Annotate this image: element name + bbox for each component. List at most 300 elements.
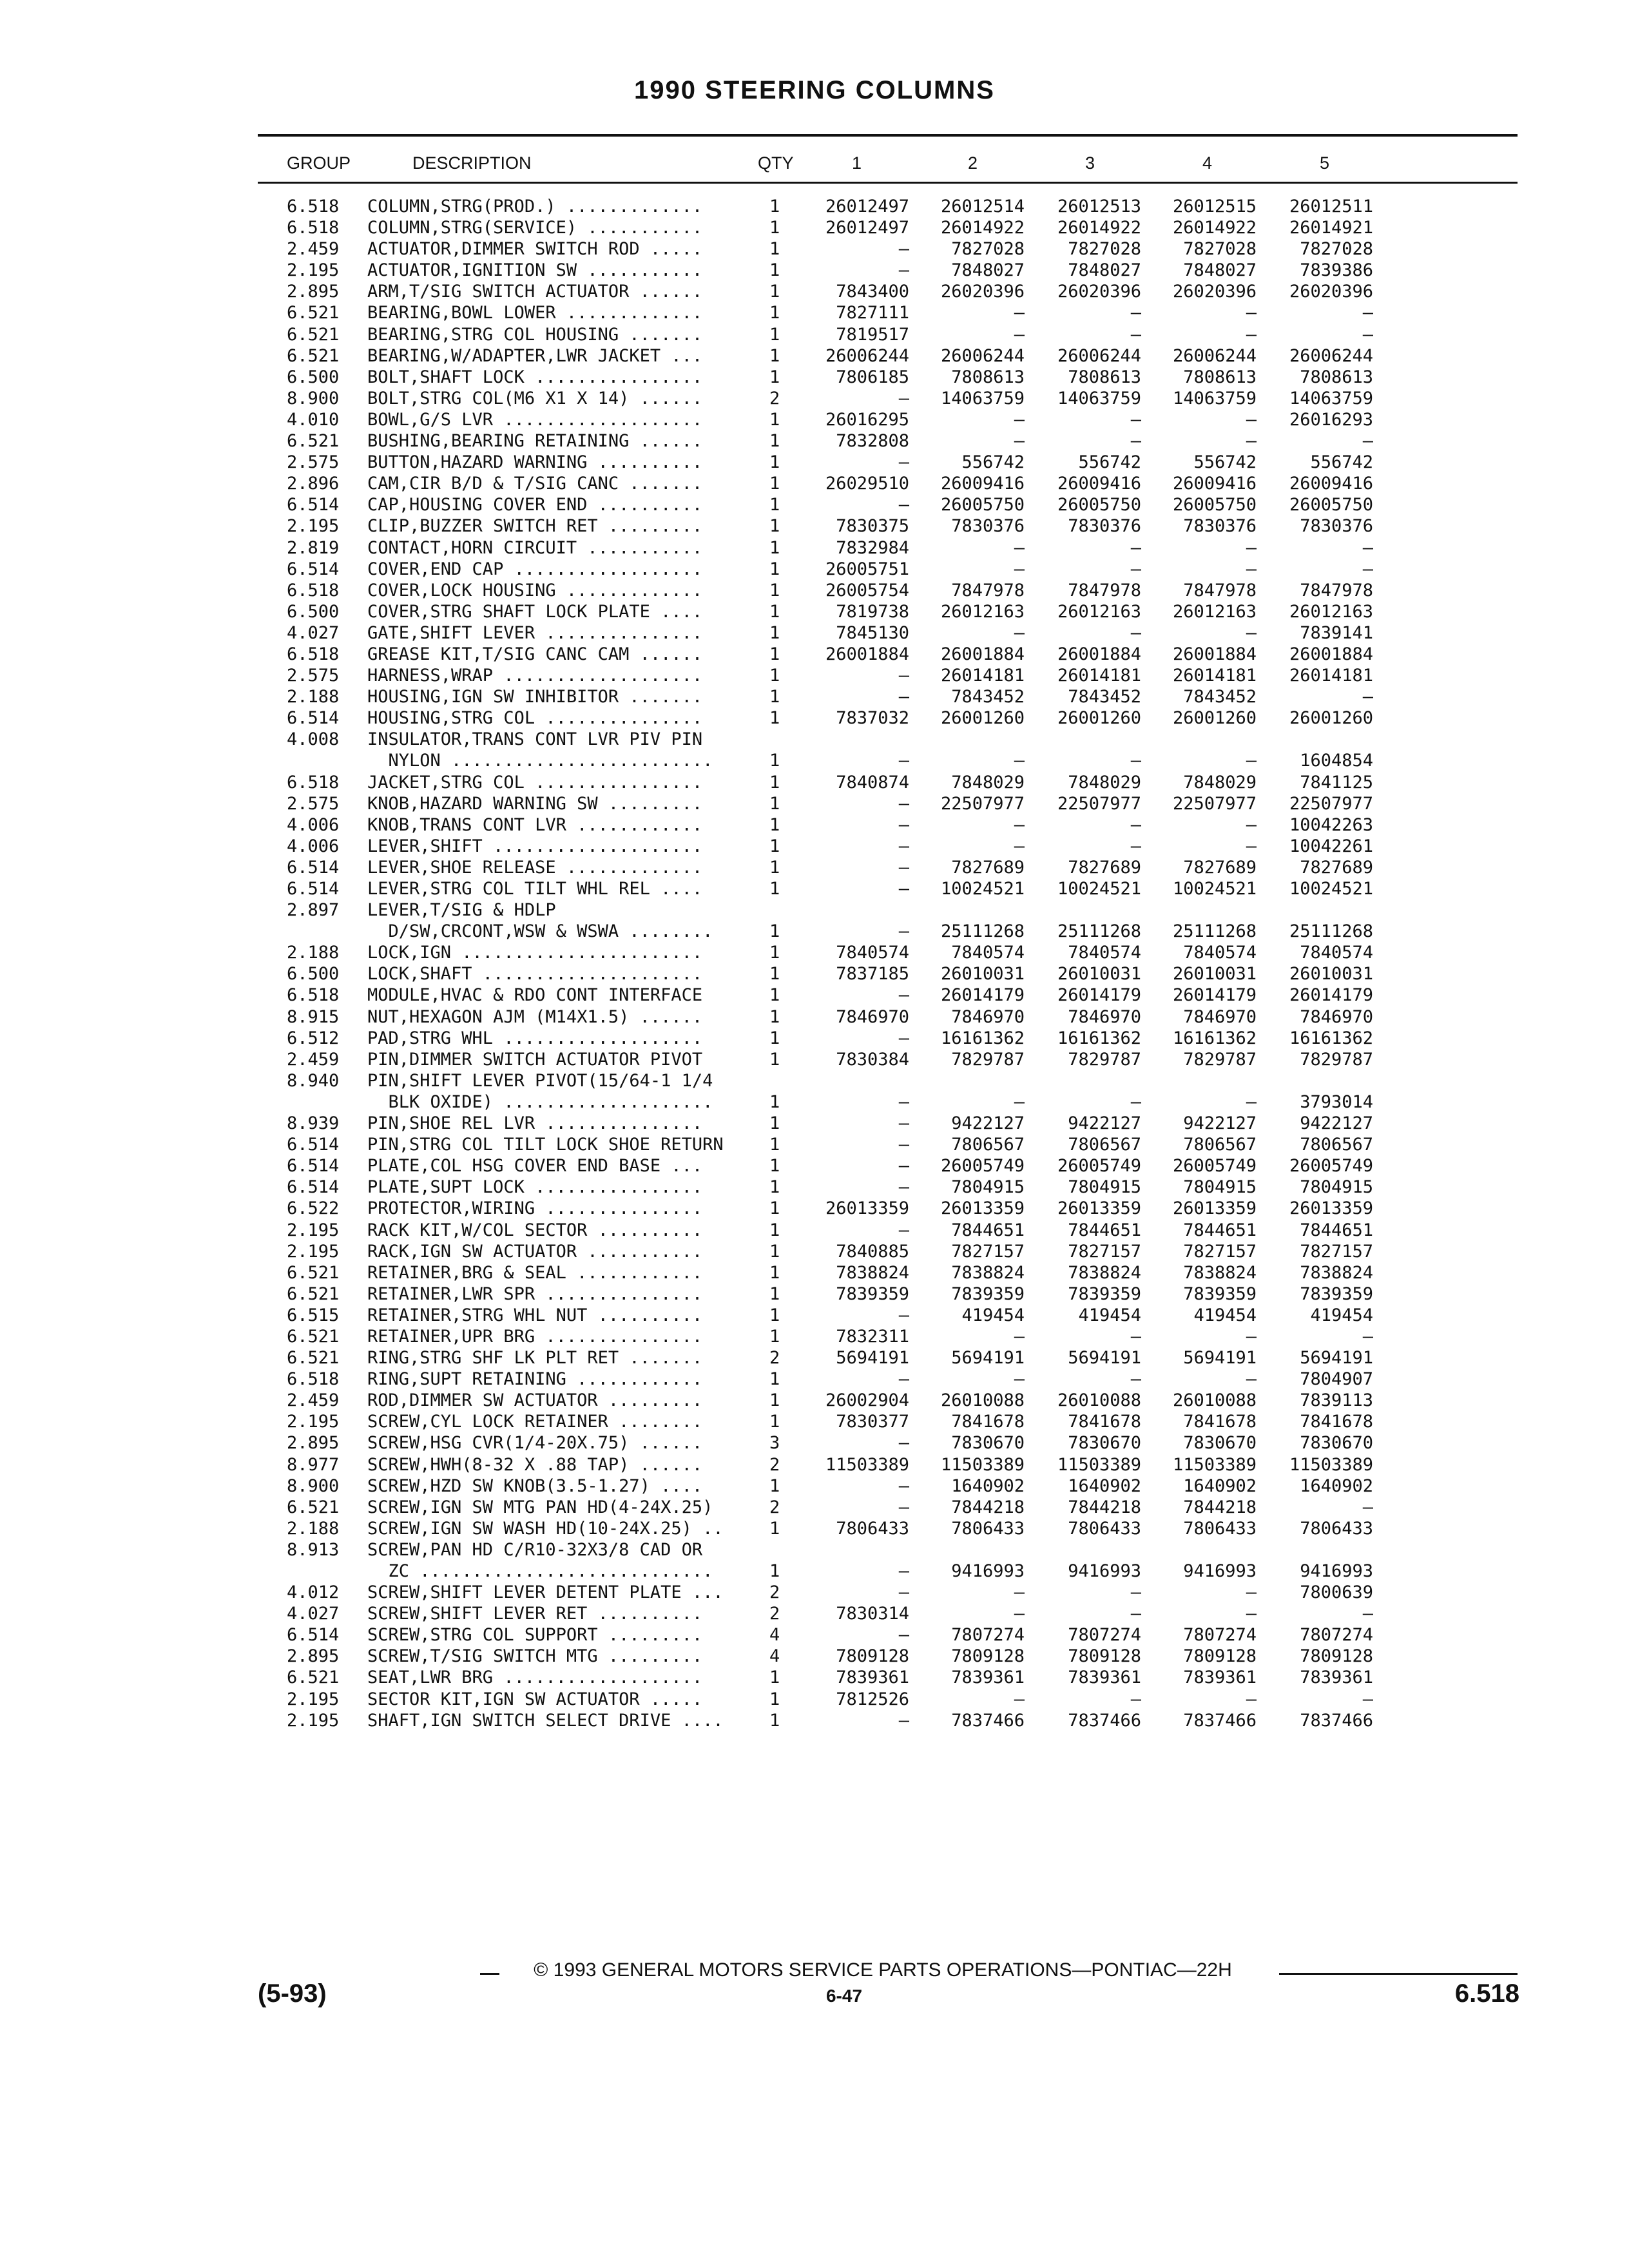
col-1-cell: — [898,1561,909,1581]
col-4-cell: — [1246,836,1257,856]
description-cell: NYLON ......................... [367,751,713,771]
col-3-cell: 26014922 [1057,218,1141,238]
description-cell: KNOB,TRANS CONT LVR ............ [367,814,703,835]
col-4-cell: 7827028 [1183,239,1257,260]
group-cell: 8.977 [287,1454,340,1475]
col-3-cell: 7848029 [1068,772,1141,793]
col-4-cell: 16161362 [1172,1028,1257,1048]
description-cell: PLATE,COL HSG COVER END BASE ... [367,1156,703,1177]
table-row [0,345,1629,367]
group-cell: 2.188 [287,687,340,707]
table-row [0,857,1629,878]
qty-cell: 1 [769,260,780,281]
description-cell: RING,STRG SHF LK PLT RET ....... [367,1348,703,1369]
col-4-cell: 7827689 [1183,857,1257,878]
table-row [0,388,1629,409]
description-cell: KNOB,HAZARD WARNING SW ......... [367,793,703,814]
col-1-cell: — [898,879,909,899]
group-cell: 2.819 [287,537,340,558]
col-3-cell: 7808613 [1068,367,1141,387]
description-cell: SCREW,STRG COL SUPPORT ......... [367,1625,703,1646]
col-3-cell: 26005750 [1057,495,1141,515]
group-cell: 2.897 [287,900,340,921]
table-row [0,1155,1629,1177]
qty-cell: 1 [769,239,780,260]
col-1-cell: 26005754 [825,580,909,601]
col-4-cell: — [1246,1326,1257,1347]
col-5-cell: — [1362,687,1373,707]
footer-copyright: © 1993 GENERAL MOTORS SERVICE PARTS OPERATIONS—PONTIAC—22H [534,1959,1232,1981]
col-1-cell: 26013359 [825,1198,909,1219]
col-2-cell: 26010031 [940,964,1025,985]
col-5-cell: 7827028 [1300,239,1373,260]
col-5-cell: 7800639 [1300,1582,1373,1603]
group-cell: 6.514 [287,879,340,899]
col-5-cell: 7847978 [1300,580,1373,601]
col-2-cell: — [1014,559,1025,579]
table-row [0,707,1629,729]
table-row [0,281,1629,302]
col-1-cell: 7832984 [836,537,909,558]
description-cell: ZC ............................ [367,1561,713,1581]
table-row [0,1582,1629,1603]
col-5-cell: — [1362,537,1373,558]
col-4-cell: 556742 [1193,452,1257,473]
header-bottom-rule [258,182,1518,184]
qty-cell: 1 [769,1369,780,1390]
table-row [0,1689,1629,1710]
col-5-cell: 7808613 [1300,367,1373,387]
col-4-cell: 9416993 [1183,1561,1257,1581]
qty-cell: 1 [769,1113,780,1134]
col-4-cell: 7829787 [1183,1049,1257,1070]
col-4-cell: 26012163 [1172,601,1257,622]
col-1-cell: 5694191 [836,1348,909,1369]
group-cell: 4.027 [287,622,340,643]
col-4-cell: 10024521 [1172,879,1257,899]
description-cell: ACTUATOR,IGNITION SW ........... [367,260,703,281]
col-2-cell: 7844651 [951,1220,1025,1240]
col-5-cell: 26020396 [1289,282,1373,302]
col-5-cell: 7804915 [1300,1177,1373,1198]
table-row [0,302,1629,323]
table-row [0,1369,1629,1390]
qty-cell: 1 [769,1262,780,1283]
col-1-cell: — [898,260,909,281]
qty-cell: 1 [769,1091,780,1112]
group-cell: 6.521 [287,431,340,452]
col-2-cell: 7848027 [951,260,1025,281]
table-row [0,452,1629,473]
col-1-cell: 26012497 [825,197,909,216]
description-cell: JACKET,STRG COL ................ [367,772,703,793]
qty-cell: 1 [769,814,780,835]
qty-cell: 1 [769,1475,780,1496]
qty-cell: 1 [769,303,780,323]
col-5-cell: 10042263 [1289,814,1373,835]
col-4-cell: 26010088 [1172,1390,1257,1411]
col-2-cell: 556742 [961,452,1025,473]
qty-cell: 1 [769,409,780,430]
col-2-cell: 7809128 [951,1646,1025,1667]
description-cell: BOLT,STRG COL(M6 X1 X 14) ...... [367,388,703,408]
col-3-cell: 7843452 [1068,687,1141,707]
table-row [0,1603,1629,1624]
description-cell: MODULE,HVAC & RDO CONT INTERFACE [367,985,703,1006]
group-cell: 6.521 [287,1497,340,1517]
table-row [0,772,1629,793]
col-5-cell: — [1362,324,1373,345]
table-row [0,1198,1629,1219]
col-1-cell: 7837032 [836,708,909,729]
group-cell: 6.518 [287,772,340,793]
col-2-cell: 26001260 [940,708,1025,729]
table-row [0,1646,1629,1667]
col-3-cell: — [1130,1582,1141,1603]
description-cell: HOUSING,IGN SW INHIBITOR ....... [367,687,703,707]
qty-cell: 1 [769,1241,780,1262]
description-cell: SCREW,HZD SW KNOB(3.5-1.27) .... [367,1475,703,1496]
col-2-cell: 9416993 [951,1561,1025,1581]
col-3-cell: 26014179 [1057,985,1141,1006]
col-1-cell: — [898,857,909,878]
description-cell: SCREW,PAN HD C/R10-32X3/8 CAD OR [367,1539,703,1560]
col-1-cell: — [898,452,909,473]
qty-cell: 1 [769,836,780,856]
col-3-cell: 7846970 [1068,1006,1141,1027]
col-5-cell: 26005750 [1289,495,1373,515]
group-cell: 6.514 [287,857,340,878]
revision-date: (5-93) [258,1979,327,2008]
group-cell: 6.514 [287,1625,340,1646]
col-4-cell: 26014179 [1172,985,1257,1006]
col-1-cell: — [898,239,909,260]
col-3-cell: 7829787 [1068,1049,1141,1070]
description-cell: COVER,END CAP .................. [367,559,703,579]
group-cell: 4.006 [287,814,340,835]
col-5-cell: — [1362,559,1373,579]
table-row [0,644,1629,665]
description-cell: BOLT,SHAFT LOCK ................ [367,367,703,387]
qty-cell: 2 [769,1348,780,1369]
col-3-cell: 7839361 [1068,1667,1141,1688]
description-cell: INSULATOR,TRANS CONT LVR PIV PIN [367,729,703,750]
col-5-cell: 7838824 [1300,1262,1373,1283]
group-cell: 6.518 [287,644,340,664]
header-top-rule [258,134,1518,137]
col-5-cell: 1640902 [1300,1475,1373,1496]
col-3-cell: 5694191 [1068,1348,1141,1369]
qty-cell: 1 [769,666,780,686]
col-4-cell: 7806433 [1183,1518,1257,1539]
col-4-cell: 26014922 [1172,218,1257,238]
description-cell: PIN,SHIFT LEVER PIVOT(15/64-1 1/4 [367,1070,713,1091]
description-cell: ARM,T/SIG SWITCH ACTUATOR ...... [367,282,703,302]
col-2-cell: — [1014,431,1025,452]
group-cell: 8.940 [287,1070,340,1091]
col-2-cell: 7827157 [951,1241,1025,1262]
col-4-cell: 26009416 [1172,474,1257,494]
qty-cell: 2 [769,388,780,408]
group-cell: 6.518 [287,985,340,1006]
col-4-cell: 26005749 [1172,1156,1257,1177]
col-4-cell: 26020396 [1172,282,1257,302]
table-row [0,1241,1629,1262]
col-4-cell: — [1246,303,1257,323]
col-5-cell: 5694191 [1300,1348,1373,1369]
description-cell: COLUMN,STRG(SERVICE) ........... [367,218,703,238]
table-row [0,1390,1629,1411]
col-1-cell: — [898,1710,909,1731]
qty-cell: 3 [769,1433,780,1454]
col-5-cell: 26001260 [1289,708,1373,729]
col-5-cell: 7809128 [1300,1646,1373,1667]
col-3-cell: 7840574 [1068,943,1141,963]
col-2-cell: 7806433 [951,1518,1025,1539]
description-cell: LEVER,SHIFT .................... [367,836,703,856]
col-5-cell: 9422127 [1300,1113,1373,1134]
table-row [0,494,1629,515]
group-cell: 4.012 [287,1582,340,1603]
col-5-cell: 7830376 [1300,516,1373,537]
col-2-cell: — [1014,1689,1025,1709]
col-3-cell: 419454 [1078,1305,1141,1325]
col-5-cell: 26013359 [1289,1198,1373,1219]
col-5-cell: 26016293 [1289,409,1373,430]
col-4-cell: — [1246,1604,1257,1624]
table-row [0,473,1629,494]
col-2-cell: 26012163 [940,601,1025,622]
col-4-cell: 7848029 [1183,772,1257,793]
col-3-cell: 7847978 [1068,580,1141,601]
col-5-cell: 10042261 [1289,836,1373,856]
table-row [0,409,1629,430]
table-row [0,324,1629,345]
col-2-cell: 26005749 [940,1156,1025,1177]
description-cell: PROTECTOR,WIRING ............... [367,1198,703,1219]
description-cell: CLIP,BUZZER SWITCH RET ......... [367,516,703,537]
col-4-cell: 7843452 [1183,687,1257,707]
qty-cell: 1 [769,1220,780,1240]
description-cell: NUT,HEXAGON AJM (M14X1.5) ...... [367,1006,703,1027]
description-cell: GREASE KIT,T/SIG CANC CAM ...... [367,644,703,664]
col-2-cell: 7807274 [951,1625,1025,1646]
col-3-cell: 26014181 [1057,666,1141,686]
col-2-cell: 7843452 [951,687,1025,707]
footer-rule-right [1279,1973,1518,1975]
table-row [0,1667,1629,1688]
col-4-cell: — [1246,1369,1257,1390]
qty-cell: 1 [769,431,780,452]
description-cell: ROD,DIMMER SW ACTUATOR ......... [367,1390,703,1411]
description-cell: SCREW,T/SIG SWITCH MTG ......... [367,1646,703,1667]
table-row [0,217,1629,238]
col-1-cell: 7840885 [836,1241,909,1262]
col-2-cell: 11503389 [940,1454,1025,1475]
qty-cell: 1 [769,1561,780,1581]
col-2-cell: 7847978 [951,580,1025,601]
table-row [0,367,1629,388]
qty-cell: 1 [769,1283,780,1304]
col-4-cell: 7830670 [1183,1433,1257,1454]
col-2-cell: 26013359 [940,1198,1025,1219]
col-2-cell: 7840574 [951,943,1025,963]
col-2-cell: 7808613 [951,367,1025,387]
description-cell: BEARING,BOWL LOWER ............. [367,303,703,323]
table-row [0,1561,1629,1582]
table-row [0,559,1629,580]
qty-cell: 4 [769,1625,780,1646]
description-cell: GATE,SHIFT LEVER ............... [367,622,703,643]
table-row [0,1497,1629,1518]
col-3-cell: — [1130,303,1141,323]
col-4-cell: — [1246,324,1257,345]
col-5-cell: 26001884 [1289,644,1373,664]
col-4-cell: — [1246,537,1257,558]
description-cell: CAM,CIR B/D & T/SIG CANC ....... [367,474,703,494]
col-2-cell: 14063759 [940,388,1025,408]
table-row [0,729,1629,750]
col-1-cell: — [898,495,909,515]
col-3-cell: 25111268 [1057,921,1141,942]
description-cell: SEAT,LWR BRG ................... [367,1667,703,1688]
col-5-cell: 7839386 [1300,260,1373,281]
col-3-cell: 22507977 [1057,793,1141,814]
group-cell: 6.518 [287,1369,340,1390]
table-row [0,1283,1629,1305]
col-5-cell: 556742 [1310,452,1373,473]
col-4-cell: — [1246,622,1257,643]
table-row [0,1347,1629,1369]
col-3-cell: 26006244 [1057,345,1141,366]
col-5-cell: — [1362,1604,1373,1624]
group-cell: 6.521 [287,1262,340,1283]
col-1-cell: 7812526 [836,1689,909,1709]
col-1-cell: 7809128 [836,1646,909,1667]
col-1-cell: — [898,1625,909,1646]
col-5-cell: 419454 [1310,1305,1373,1325]
table-row [0,515,1629,537]
description-cell: SCREW,CYL LOCK RETAINER ........ [367,1412,703,1432]
col-4-cell: 11503389 [1172,1454,1257,1475]
description-cell: CAP,HOUSING COVER END .......... [367,495,703,515]
table-row [0,1624,1629,1646]
col-2-cell: 7827689 [951,857,1025,878]
col-4-cell: 7837466 [1183,1710,1257,1731]
group-cell: 2.195 [287,260,340,281]
description-cell: PAD,STRG WHL ................... [367,1028,703,1048]
group-cell: 2.188 [287,1518,340,1539]
header-col-1: 1 [852,153,862,173]
description-cell: RACK KIT,W/COL SECTOR .......... [367,1220,703,1240]
col-1-cell: 26005751 [825,559,909,579]
col-2-cell: — [1014,1604,1025,1624]
col-4-cell: 7847978 [1183,580,1257,601]
header-group: GROUP [287,153,351,173]
col-1-cell: 7806185 [836,367,909,387]
qty-cell: 1 [769,367,780,387]
table-row [0,196,1629,217]
col-2-cell: — [1014,1369,1025,1390]
qty-cell: 1 [769,857,780,878]
col-3-cell: 16161362 [1057,1028,1141,1048]
col-5-cell: 26006244 [1289,345,1373,366]
col-3-cell: — [1130,751,1141,771]
qty-cell: 1 [769,622,780,643]
qty-cell: 1 [769,1667,780,1688]
col-3-cell: — [1130,1369,1141,1390]
qty-cell: 4 [769,1646,780,1667]
col-5-cell: 3793014 [1300,1091,1373,1112]
col-4-cell: 26013359 [1172,1198,1257,1219]
col-1-cell: 26006244 [825,345,909,366]
table-row [0,836,1629,857]
table-row [0,686,1629,707]
qty-cell: 1 [769,1305,780,1325]
header-col-4: 4 [1202,153,1213,173]
description-cell: CONTACT,HORN CIRCUIT ........... [367,537,703,558]
description-cell: COVER,LOCK HOUSING ............. [367,580,703,601]
group-cell: 6.514 [287,1156,340,1177]
col-1-cell: — [898,1433,909,1454]
group-cell: 2.575 [287,666,340,686]
table-row [0,899,1629,921]
group-cell: 6.518 [287,218,340,238]
table-row [0,1432,1629,1454]
qty-cell: 1 [769,197,780,216]
table-row [0,1049,1629,1070]
col-4-cell: 9422127 [1183,1113,1257,1134]
header-qty: QTY [758,153,794,173]
col-2-cell: — [1014,537,1025,558]
col-2-cell: 7806567 [951,1135,1025,1155]
col-5-cell: 7827689 [1300,857,1373,878]
table-row [0,665,1629,686]
description-cell: SCREW,HSG CVR(1/4-20X.75) ...... [367,1433,703,1454]
col-4-cell: — [1246,431,1257,452]
col-2-cell: — [1014,1091,1025,1112]
col-2-cell: 5694191 [951,1348,1025,1369]
group-cell: 6.518 [287,580,340,601]
group-cell: 2.195 [287,1241,340,1262]
col-2-cell: 26005750 [940,495,1025,515]
description-cell: BEARING,W/ADAPTER,LWR JACKET ... [367,345,703,366]
col-1-cell: 7830384 [836,1049,909,1070]
col-2-cell: 7804915 [951,1177,1025,1198]
table-row [0,921,1629,942]
col-5-cell: 7841125 [1300,772,1373,793]
table-row [0,260,1629,281]
description-cell: SECTOR KIT,IGN SW ACTUATOR ..... [367,1689,703,1709]
col-4-cell: 7806567 [1183,1135,1257,1155]
table-row [0,750,1629,771]
description-cell: BOWL,G/S LVR ................... [367,409,703,430]
col-1-cell: — [898,1305,909,1325]
qty-cell: 1 [769,1049,780,1070]
table-row [0,1305,1629,1326]
col-3-cell: 26012513 [1057,197,1141,216]
qty-cell: 1 [769,580,780,601]
col-4-cell: 1640902 [1183,1475,1257,1496]
col-4-cell: 7808613 [1183,367,1257,387]
col-1-cell: — [898,1135,909,1155]
group-cell: 6.514 [287,559,340,579]
col-2-cell: 7841678 [951,1412,1025,1432]
col-2-cell: 26010088 [940,1390,1025,1411]
col-4-cell: 7830376 [1183,516,1257,537]
col-1-cell: 7843400 [836,282,909,302]
group-cell: 2.195 [287,1220,340,1240]
